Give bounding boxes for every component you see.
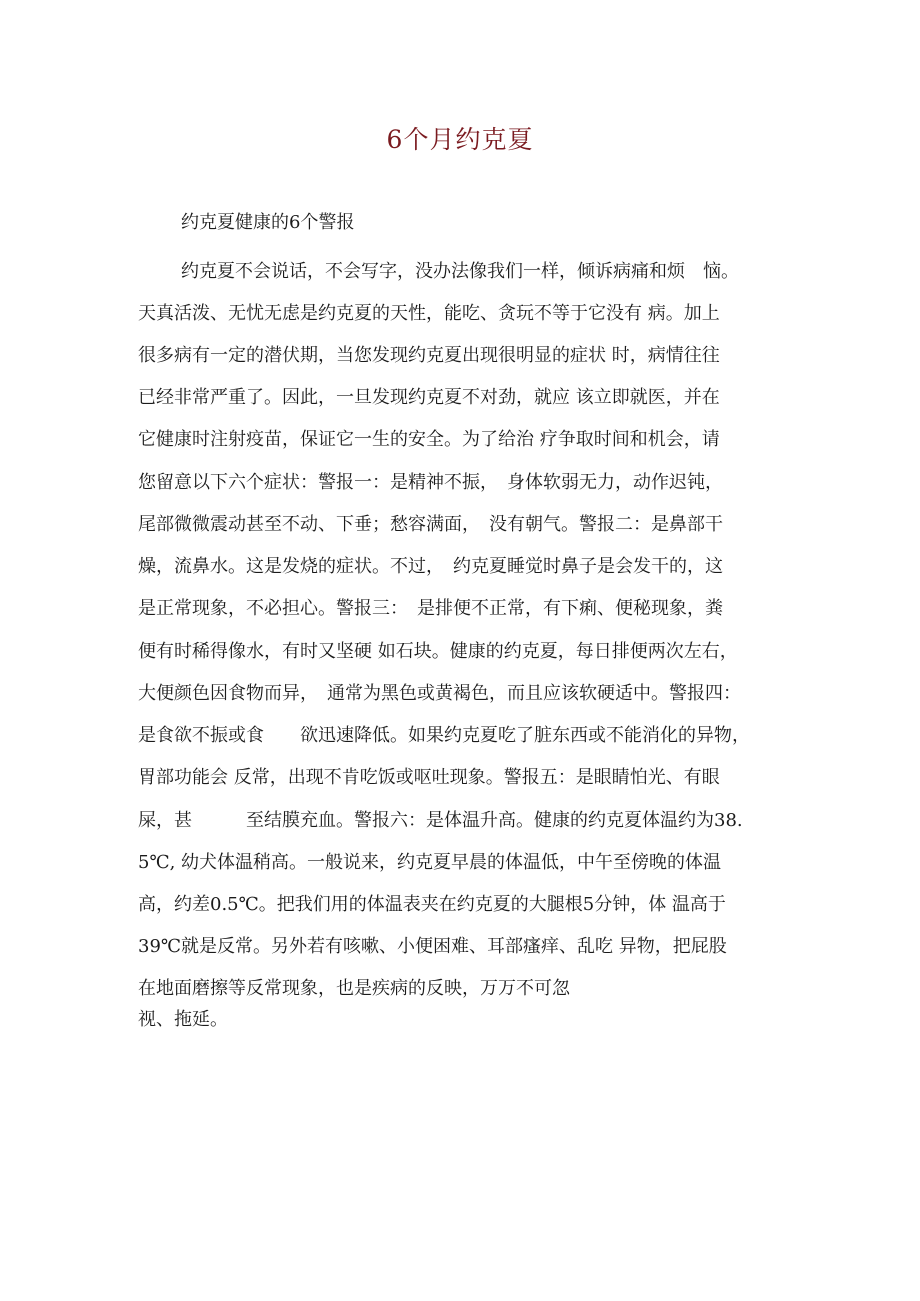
body-line: 便有时稀得像水，有时又坚硬 如石块。健康的约克夏，每日排便两次左右， xyxy=(138,641,738,662)
body-line: 已经非常严重了。因此，一旦发现约克夏不对劲，就应 该立即就医，并在 xyxy=(138,387,720,408)
body-line: 燥，流鼻水。这是发烧的症状。不过， 约克夏睡觉时鼻子是会发干的，这 xyxy=(138,556,723,577)
body-line: 尾部微微震动甚至不动、下垂；愁容满面， 没有朝气。警报二：是鼻部干 xyxy=(138,514,723,535)
body-line: 天真活泼、无忧无虑是约克夏的天性，能吃、贪玩不等于它没有 病。加上 xyxy=(138,303,720,324)
document-subtitle: 约克夏健康的6个警报 xyxy=(181,212,355,233)
body-line: 胃部功能会 反常，出现不肯吃饭或呕吐现象。警报五：是眼睛怕光、有眼 xyxy=(138,767,720,788)
body-line: 是正常现象，不必担心。警报三： 是排便不正常，有下痢、便秘现象，粪 xyxy=(138,598,723,619)
body-line: 在地面磨擦等反常现象，也是疾病的反映，万万不可忽 xyxy=(138,978,570,999)
body-line: 屎，甚 至结膜充血。警报六：是体温升高。健康的约克夏体温约为38. xyxy=(138,810,743,831)
body-line: 很多病有一定的潜伏期，当您发现约克夏出现很明显的症状 时，病情往往 xyxy=(138,345,720,366)
body-line: 5℃, 幼犬体温稍高。一般说来，约克夏早晨的体温低，中午至傍晚的体温 xyxy=(138,852,722,873)
body-line: 大便颜色因食物而异， 通常为黑色或黄褐色，而且应该软硬适中。警报四： xyxy=(138,683,741,704)
body-line: 约克夏不会说话，不会写字，没办法像我们一样，倾诉病痛和烦 恼。 xyxy=(181,261,739,282)
document-title: 6个月约克夏 xyxy=(386,125,534,154)
body-line: 您留意以下六个症状：警报一：是精神不振， 身体软弱无力，动作迟钝， xyxy=(138,472,723,493)
body-line: 视、拖延。 xyxy=(138,1009,228,1030)
body-line: 它健康时注射疫苗，保证它一生的安全。为了给治 疗争取时间和机会，请 xyxy=(138,429,720,450)
body-line: 是食欲不振或食 欲迅速降低。如果约克夏吃了脏东西或不能消化的异物， xyxy=(138,725,750,746)
body-line: 39℃就是反常。另外若有咳嗽、小便困难、耳部瘙痒、乱吃 异物，把屁股 xyxy=(138,936,727,957)
body-line: 高，约差0.5℃。把我们用的体温表夹在约克夏的大腿根5分钟，体 温高于 xyxy=(138,894,726,915)
